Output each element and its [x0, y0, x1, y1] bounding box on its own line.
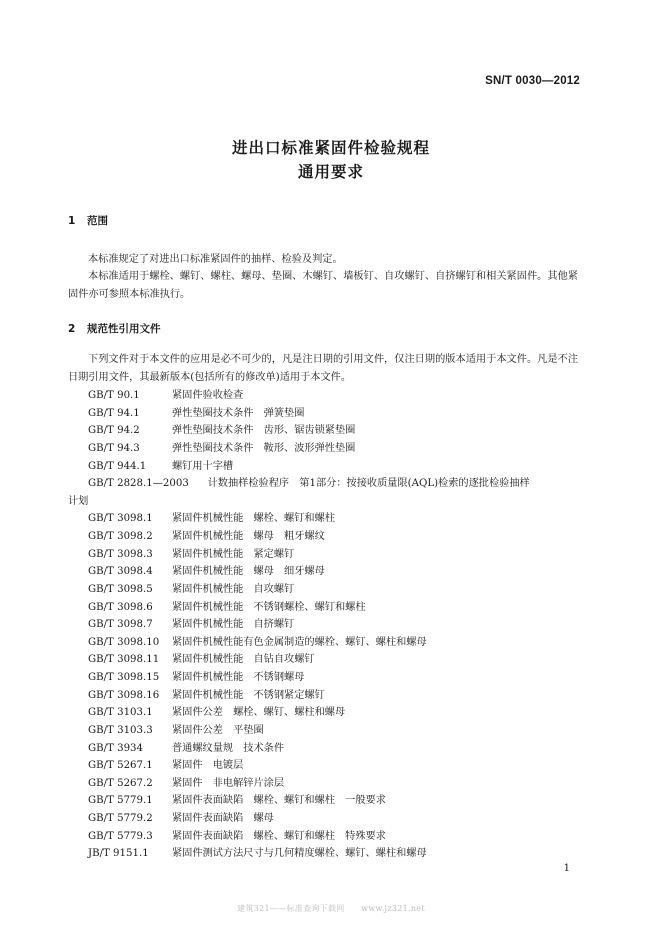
- reference-item: [88, 687, 588, 705]
- reference-title: 紧固件机械性能 自挤螺钉: [172, 619, 295, 631]
- reference-title: 计数抽样检验程序 第1部分：按接收质量限(AQL)检索的逐批检验抽样: [207, 478, 530, 490]
- reference-code: GB/T 94.3: [88, 442, 140, 454]
- reference-item: [88, 422, 588, 440]
- reference-code: GB/T 3098.1: [88, 513, 153, 525]
- reference-code: GB/T 3098.7: [88, 619, 153, 631]
- reference-code: GB/T 3098.5: [88, 583, 153, 595]
- section-number: 2: [68, 323, 76, 335]
- reference-item: [88, 440, 588, 458]
- reference-code: GB/T 3098.16: [88, 689, 160, 701]
- reference-title: 紧固件机械性能 不锈钢螺母: [172, 672, 305, 683]
- reference-code: JB/T 9151.1: [88, 848, 149, 860]
- reference-code: GB/T 2828.1—2003: [88, 478, 189, 490]
- reference-title: 紧固件表面缺陷 螺栓、螺钉和螺柱 特殊要求: [172, 830, 386, 842]
- reference-title: 紧固件测试方法尺寸与几何精度螺栓、螺钉、螺柱和螺母: [172, 848, 427, 860]
- reference-item: [88, 599, 588, 617]
- standard-code: SN/T 0030—2012: [485, 75, 580, 87]
- reference-code: GB/T 3103.3: [88, 724, 153, 736]
- reference-item: [68, 475, 588, 510]
- reference-code: GB/T 944.1: [88, 460, 147, 472]
- reference-title: 紧固件机械性能 紧定螺钉: [172, 548, 295, 560]
- reference-item: [88, 616, 588, 634]
- reference-title: 紧固件公差 螺栓、螺钉、螺柱和螺母: [172, 707, 346, 719]
- reference-item: [88, 563, 588, 581]
- reference-title: 紧固件验收检查: [172, 390, 244, 401]
- reference-code: GB/T 90.1: [88, 390, 140, 401]
- reference-item: [88, 581, 588, 599]
- footer-watermark: 建筑321——标准查询下载网 www.jz321.net: [237, 904, 425, 913]
- reference-code: GB/T 94.2: [88, 425, 140, 437]
- reference-title: 紧固件机械性能有色金属制造的螺栓、螺钉、螺柱和螺母: [172, 636, 427, 648]
- reference-item: [88, 510, 588, 528]
- reference-code: GB/T 3098.2: [88, 531, 153, 542]
- reference-title: 紧固件机械性能 螺母 粗牙螺纹: [172, 531, 325, 542]
- section-1-heading: [68, 213, 108, 228]
- reference-item: [88, 828, 588, 846]
- reference-code: GB/T 3098.3: [88, 548, 153, 560]
- reference-code: GB/T 94.1: [88, 407, 140, 419]
- reference-item: [88, 458, 588, 476]
- reference-title: 紧固件机械性能 自攻螺钉: [172, 583, 295, 595]
- reference-title: 弹性垫圈技术条件 齿形、锯齿锁紧垫圈: [172, 425, 356, 437]
- reference-title: 紧固件机械性能 自钻自攻螺钉: [172, 654, 315, 666]
- reference-title: 紧固件机械性能 不锈钢紧定螺钉: [172, 689, 325, 701]
- reference-title: 紧固件公差 平垫圈: [172, 724, 264, 736]
- reference-code: GB/T 5779.2: [88, 813, 153, 824]
- reference-item: [88, 405, 588, 423]
- reference-item: [88, 845, 588, 863]
- reference-code: GB/T 3098.4: [88, 566, 153, 578]
- reference-title: 紧固件机械性能 螺栓、螺钉和螺柱: [172, 513, 335, 525]
- reference-item: [88, 546, 588, 564]
- reference-code: GB/T 3098.15: [88, 672, 160, 683]
- reference-item: [88, 740, 588, 758]
- reference-title: 紧固件机械性能 螺母 细牙螺母: [172, 566, 325, 578]
- reference-title: 弹性垫圈技术条件 弹簧垫圈: [172, 407, 305, 419]
- page-number: 1: [563, 863, 570, 874]
- reference-item: [88, 669, 588, 687]
- reference-code: GB/T 5267.2: [88, 777, 153, 789]
- section-1-paragraph-1: 本标准规定了对进出口标准紧固件的抽样、检验及判定。: [88, 254, 343, 265]
- reference-list: [68, 387, 588, 863]
- reference-item: [88, 651, 588, 669]
- reference-title: 紧固件表面缺陷 螺栓、螺钉和螺柱 一般要求: [172, 795, 386, 807]
- reference-item: [88, 775, 588, 793]
- section-title: 规范性引用文件: [87, 323, 161, 335]
- reference-title-continued: 计划: [68, 495, 89, 507]
- reference-title: 紧固件机械性能 不锈钢螺栓、螺钉和螺柱: [172, 601, 366, 613]
- reference-item: [88, 722, 588, 740]
- section-2-heading: [68, 321, 161, 336]
- reference-item: [88, 528, 588, 546]
- reference-title: 弹性垫圈技术条件 鞍形、波形弹性垫圈: [172, 442, 356, 454]
- reference-code: GB/T 5779.1: [88, 795, 153, 807]
- section-2-intro: 下列文件对于本文件的应用是必不可少的，凡是注日期的引用文件，仅注日期的版本适用于本文件。凡是不注日期引用文件，其最新版本(包括所有的修改单)适用于本文件。: [68, 354, 578, 383]
- section-number: 1: [68, 215, 76, 227]
- reference-code: GB/T 5779.3: [88, 830, 153, 842]
- reference-title: 普通螺纹量规 技术条件: [172, 742, 285, 754]
- reference-title: 紧固件 电镀层: [172, 760, 244, 772]
- reference-code: GB/T 3098.10: [88, 636, 160, 648]
- section-1-paragraph-2: 本标准适用于螺栓、螺钉、螺柱、螺母、垫圈、木螺钉、墙板钉、自攻螺钉、自挤螺钉和相关紧固件。其他紧固件亦可参照本标准执行。: [68, 271, 578, 300]
- reference-code: GB/T 3098.11: [88, 654, 160, 666]
- reference-item: [88, 792, 588, 810]
- reference-code: GB/T 3098.6: [88, 601, 153, 613]
- reference-code: GB/T 3934: [88, 742, 144, 754]
- reference-code: GB/T 5267.1: [88, 760, 153, 772]
- reference-item: [88, 810, 588, 828]
- section-title: 范围: [87, 215, 108, 227]
- reference-title: 紧固件表面缺陷 螺母: [172, 813, 274, 824]
- reference-item: [88, 387, 588, 405]
- document-title: 进出口标准紧固件检验规程: [231, 139, 430, 157]
- reference-code: GB/T 3103.1: [88, 707, 153, 719]
- reference-item: [88, 757, 588, 775]
- reference-item: [88, 704, 588, 722]
- document-subtitle: 通用要求: [297, 163, 364, 181]
- reference-title: 螺钉用十字槽: [172, 460, 234, 472]
- reference-item: [88, 634, 588, 652]
- reference-title: 紧固件 非电解锌片涂层: [172, 777, 285, 789]
